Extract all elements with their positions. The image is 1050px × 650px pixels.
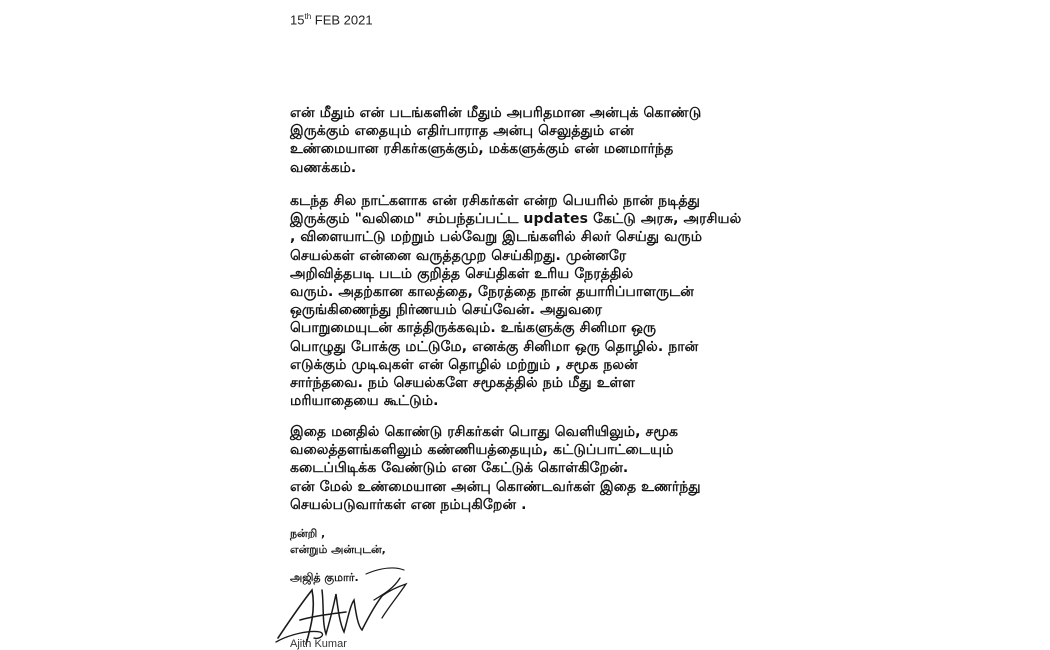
closing-thanks: நன்றி , [290, 527, 326, 540]
paragraph-line: வரும். அதற்கான காலத்தை, நேரத்தை நான் தயாரிப்பாளருடன் [290, 284, 694, 301]
paragraph-line: பொறுமையுடன் காத்திருக்கவும். உங்களுக்கு சினிமா ஒரு [290, 320, 657, 337]
paragraph-greeting [290, 104, 810, 177]
signer-typed-name: Ajith Kumar [290, 638, 347, 650]
paragraph-line: எடுக்கும் முடிவுகள் என் தொழில் மற்றும் , சமூக நலன் [290, 356, 638, 373]
closing-regards: என்றும் அன்புடன், [290, 543, 386, 556]
paragraph-line: உண்மையான ரசிகர்களுக்கும், மக்களுக்கும் என் மனமார்ந்த [290, 141, 674, 158]
paragraph-line: செயல்கள் என்னை வருத்தமுற செய்கிறது. முன்னரே [290, 247, 627, 264]
paragraph-line: கடைப்பிடிக்க வேண்டும் என கேட்டுக் கொள்கிறேன். [290, 460, 629, 477]
paragraph-line: அறிவித்தபடி படம் குறித்த செய்திகள் உரிய நேரத்தில் [290, 265, 634, 282]
letter-closing [290, 526, 386, 558]
paragraph-body [290, 192, 810, 410]
signature-icon [270, 560, 430, 650]
paragraph-line: வணக்கம். [290, 159, 357, 176]
date-rest: FEB 2021 [311, 12, 373, 28]
paragraph-line: பொழுது போக்கு மட்டுமே, எனக்கு சினிமா ஒரு தொழில். நான் [290, 338, 699, 355]
paragraph-line: இதை மனதில் கொண்டு ரசிகர்கள் பொது வெளியிலும், சமூக [290, 424, 679, 440]
paragraph-line: இருக்கும் எதையும் எதிர்பாராத அன்பு செலுத்தும் என் [290, 123, 634, 140]
paragraph-line: இருக்கும் "வலிமை" சம்பந்தப்பட்ட updates கேட்டு அரசு, அரசியல் [290, 211, 742, 228]
paragraph-line: ஒருங்கிணைந்து நிர்ணயம் செய்வேன். அதுவரை [290, 302, 603, 319]
letter-date [290, 12, 373, 27]
paragraph-line: , விளையாட்டு மற்றும் பல்வேறு இடங்களில் சிலர் செய்து வரும் [290, 229, 703, 246]
paragraph-request [290, 423, 810, 514]
paragraph-line: சார்ந்தவை. நம் செயல்களே சமூகத்தில் நம் மீது உள்ள [290, 375, 636, 392]
date-day: 15 [290, 12, 305, 28]
paragraph-line: கடந்த சில நாட்களாக என் ரசிகர்கள் என்ற பெயரில் நான் நடித்து [290, 193, 700, 209]
signer-name-tamil: அஜித் குமார். [290, 571, 359, 584]
paragraph-line: மரியாதையை கூட்டும். [290, 393, 439, 410]
paragraph-line: என் மேல் உண்மையான அன்பு கொண்டவர்கள் இதை உணர்ந்து [290, 478, 701, 495]
paragraph-line: செயல்படுவார்கள் என நம்புகிறேன் . [290, 496, 527, 513]
paragraph-line: வலைத்தளங்களிலும் கண்ணியத்தையும், கட்டுப்பாட்டையும் [290, 442, 674, 459]
paragraph-line: என் மீதும் என் படங்களின் மீதும் அபரிதமான அன்புக் கொண்டு [290, 105, 702, 121]
date-suffix: th [304, 12, 312, 21]
